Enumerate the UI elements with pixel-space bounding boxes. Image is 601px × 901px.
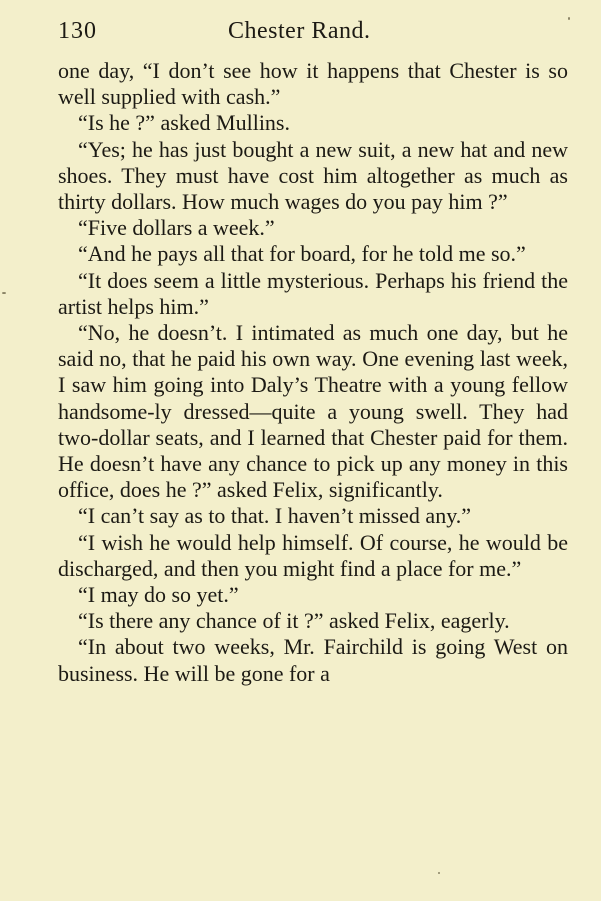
paragraph: “Is there any chance of it ?” asked Felix, eagerly. [78, 608, 510, 634]
paragraph: “In about two weeks, Mr. Fairchild is going West on business. He will be gone for a [58, 634, 568, 686]
paragraph: “I can’t say as to that. I haven’t missed any.” [78, 503, 472, 529]
paragraph: “No, he doesn’t. I intimated as much one day, but he said no, that he paid his own way. One evening last week, I saw him going into Daly’s Theatre with a young fellow handsome-ly dressed—quite a young swell. They had two-dollar seats, and I learned that Chester paid for them. He doesn’t have any chance to pick up any money in this office, does he ?” asked Felix, significantly. [58, 320, 568, 503]
paper-speck [2, 292, 6, 294]
paragraph: “Yes; he has just bought a new suit, a new hat and new shoes. They must have cost him altogether as much as thirty dollars. How much wages do you pay him ?” [58, 136, 568, 215]
paragraph: one day, “I don’t see how it happens that Chester is so well supplied with cash.” [58, 58, 568, 110]
body-text [58, 58, 568, 687]
paragraph: “I may do so yet.” [78, 582, 239, 608]
paper-speck [568, 17, 570, 20]
running-title: Chester Rand. [228, 18, 371, 44]
paragraph: “And he pays all that for board, for he told me so.” [78, 241, 526, 267]
paragraph: “It does seem a little mysterious. Perhaps his friend the artist helps him.” [58, 267, 568, 319]
paper-speck [438, 872, 440, 874]
paragraph: “I wish he would help himself. Of course, he would be discharged, and then you might find a place for me.” [58, 529, 568, 581]
page-header [58, 14, 568, 50]
page-number: 130 [58, 18, 97, 44]
paragraph: “Is he ?” asked Mullins. [78, 110, 290, 136]
paragraph: “Five dollars a week.” [78, 215, 275, 241]
